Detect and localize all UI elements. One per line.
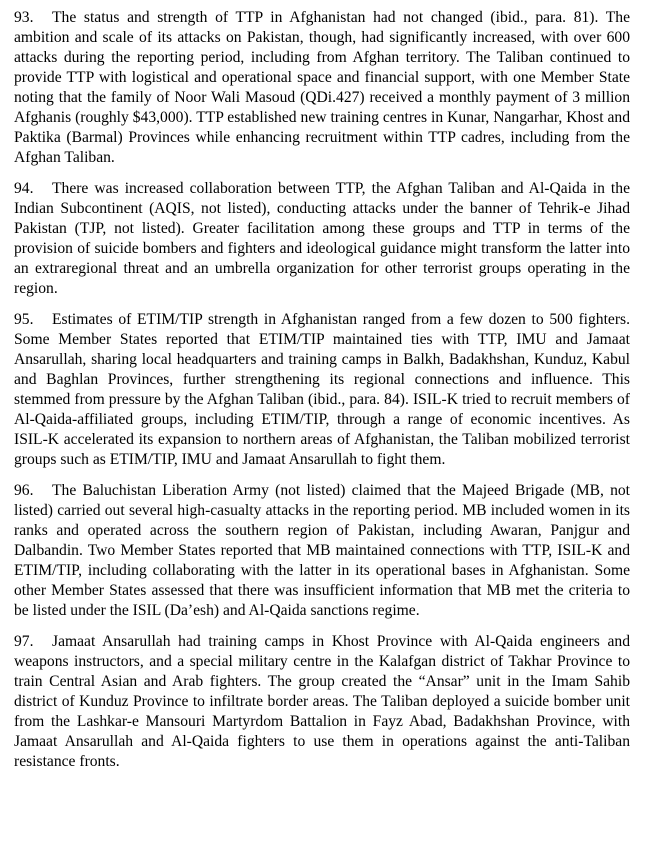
paragraph-94 xyxy=(14,179,630,299)
paragraph-number: 94. xyxy=(14,180,34,197)
paragraph-text: The Baluchistan Liberation Army (not listed) claimed that the Majeed Brigade (MB, not listed) carried out several high-casualty attacks in the reporting period. MB included women in its ranks and operated across the southern region of Pakistan, including Awaran, Panjgur and Dalbandin. Two Member States reported that MB maintained connections with TTP, ISIL-K and ETIM/TIP, including collaborating with the latter in its operational bases in Afghanistan. Some other Member States assessed that there was insufficient information that MB met the criteria to be listed under the ISIL (Da’esh) and Al-Qaida sanctions regime. xyxy=(14,482,630,619)
paragraph-93 xyxy=(14,8,630,168)
paragraph-number: 95. xyxy=(14,311,34,328)
paragraph-96 xyxy=(14,481,630,621)
paragraph-number: 97. xyxy=(14,633,34,650)
paragraph-text: The status and strength of TTP in Afghanistan had not changed (ibid., para. 81). The ambition and scale of its attacks on Pakistan, though, had significantly increased, with over 600 attacks during the reporting period, including from Afghan territory. The Taliban continued to provide TTP with logistical and operational space and financial support, with one Member State noting that the family of Noor Wali Masoud (QDi.427) received a monthly payment of 3 million Afghanis (roughly $43,000). TTP established new training centres in Kunar, Nangarhar, Khost and Paktika (Barmal) Provinces while enhancing recruitment within TTP cadres, including from the Afghan Taliban. xyxy=(14,9,630,166)
paragraph-number: 96. xyxy=(14,482,34,499)
paragraph-text: There was increased collaboration between TTP, the Afghan Taliban and Al-Qaida in the Indian Subcontinent (AQIS, not listed), conducting attacks under the banner of Tehrik-e Jihad Pakistan (TJP, not listed). Greater facilitation among these groups and TTP in terms of the provision of suicide bombers and fighters and ideological guidance might transform the latter into an extraregional threat and an umbrella organization for other terrorist groups operating in the region. xyxy=(14,180,630,297)
paragraph-text: Jamaat Ansarullah had training camps in Khost Province with Al-Qaida engineers and weapons instructors, and a special military centre in the Kalafgan district of Takhar Province to train Central Asian and Arab fighters. The group created the “Ansar” unit in the Imam Sahib district of Kunduz Province to infiltrate border areas. The Taliban deployed a suicide bomber unit from the Lashkar-e Mansouri Martyrdom Battalion in Fayz Abad, Badakhshan Province, with Jamaat Ansarullah and Al-Qaida fighters to use them in operations against the anti-Taliban resistance fronts. xyxy=(14,633,630,770)
paragraph-text: Estimates of ETIM/TIP strength in Afghanistan ranged from a few dozen to 500 fighters. Some Member States reported that ETIM/TIP maintained ties with TTP, IMU and Jamaat Ansarullah, sharing local headquarters and training camps in Balkh, Badakhshan, Kunduz, Kabul and Baghlan Provinces, further strengthening its regional connections and influence. This stemmed from pressure by the Afghan Taliban (ibid., para. 84). ISIL-K tried to recruit members of Al-Qaida-affiliated groups, including ETIM/TIP, through a range of economic incentives. As ISIL-K accelerated its expansion to northern areas of Afghanistan, the Taliban mobilized terrorist groups such as ETIM/TIP, IMU and Jamaat Ansarullah to fight them. xyxy=(14,311,630,468)
paragraph-95 xyxy=(14,310,630,470)
paragraph-number: 93. xyxy=(14,9,34,26)
paragraph-97 xyxy=(14,632,630,772)
